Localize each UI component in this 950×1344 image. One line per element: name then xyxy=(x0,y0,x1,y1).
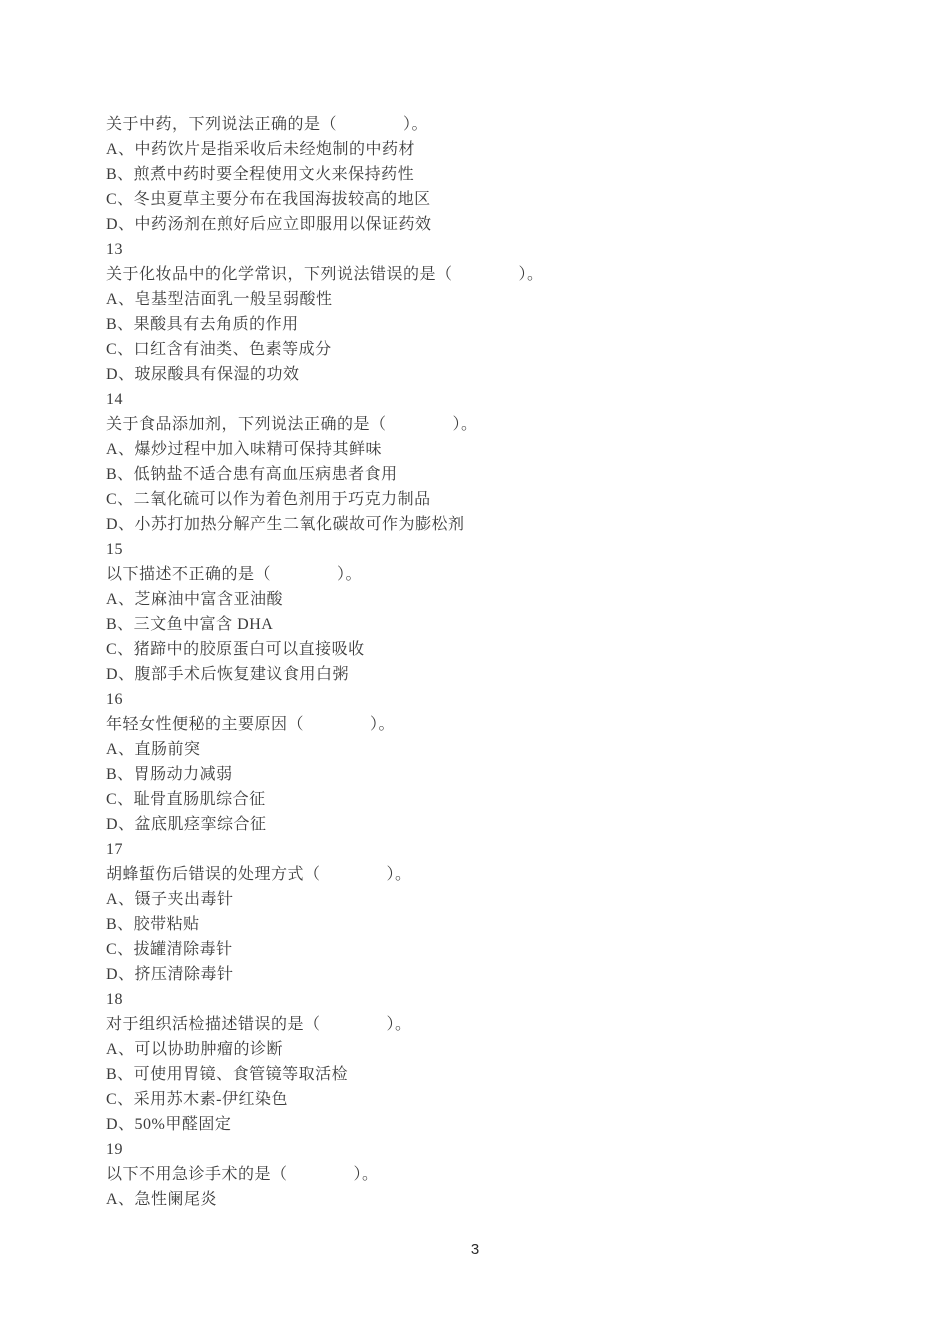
question-number: 16 xyxy=(106,691,123,708)
question-stem: 对于组织活检描述错误的是（ ）。 xyxy=(106,1016,412,1033)
question-option: B、可使用胃镜、食管镜等取活检 xyxy=(106,1066,349,1083)
question-option: C、拔罐清除毒针 xyxy=(106,941,233,958)
question-number: 14 xyxy=(106,391,123,408)
question-option: A、中药饮片是指采收后未经炮制的中药材 xyxy=(106,141,416,158)
page-number: 3 xyxy=(470,1241,480,1258)
question-option: D、盆底肌痉挛综合征 xyxy=(106,816,267,833)
question-option: A、皂基型洁面乳一般呈弱酸性 xyxy=(106,291,333,308)
question-block xyxy=(106,987,910,1137)
question-stem: 关于化妆品中的化学常识，下列说法错误的是（ ）。 xyxy=(106,266,544,283)
question-stem: 年轻女性便秘的主要原因（ ）。 xyxy=(106,716,396,733)
question-option: B、三文鱼中富含 DHA xyxy=(106,616,274,633)
question-stem: 关于食品添加剂，下列说法正确的是（ ）。 xyxy=(106,416,478,433)
question-option: D、腹部手术后恢复建议食用白粥 xyxy=(106,666,350,683)
question-option: C、猪蹄中的胶原蛋白可以直接吸收 xyxy=(106,641,365,658)
question-option: D、中药汤剂在煎好后应立即服用以保证药效 xyxy=(106,216,432,233)
question-number: 17 xyxy=(106,841,123,858)
question-stem: 以下不用急诊手术的是（ ）。 xyxy=(106,1166,379,1183)
question-block xyxy=(106,112,910,237)
question-stem: 胡蜂蜇伤后错误的处理方式（ ）。 xyxy=(106,866,412,883)
question-option: D、50%甲醛固定 xyxy=(106,1116,232,1133)
question-option: B、低钠盐不适合患有高血压病患者食用 xyxy=(106,466,398,483)
question-option: B、胶带粘贴 xyxy=(106,916,200,933)
question-stem: 关于中药，下列说法正确的是（ ）。 xyxy=(106,116,429,133)
question-number: 13 xyxy=(106,241,123,258)
question-block xyxy=(106,837,910,987)
question-option: C、冬虫夏草主要分布在我国海拔较高的地区 xyxy=(106,191,431,208)
question-option: A、镊子夹出毒针 xyxy=(106,891,234,908)
question-option: D、小苏打加热分解产生二氧化碳故可作为膨松剂 xyxy=(106,516,465,533)
question-block xyxy=(106,1137,910,1212)
question-option: A、可以协助肿瘤的诊断 xyxy=(106,1041,284,1058)
exam-question-list xyxy=(106,112,910,1212)
question-block xyxy=(106,237,910,387)
question-number: 19 xyxy=(106,1141,123,1158)
question-option: A、急性阑尾炎 xyxy=(106,1191,218,1208)
question-number: 18 xyxy=(106,991,123,1008)
question-option: D、挤压清除毒针 xyxy=(106,966,234,983)
question-option: C、口红含有油类、色素等成分 xyxy=(106,341,332,358)
question-option: A、芝麻油中富含亚油酸 xyxy=(106,591,284,608)
question-option: B、煎煮中药时要全程使用文火来保持药性 xyxy=(106,166,415,183)
question-block xyxy=(106,687,910,837)
question-option: A、爆炒过程中加入味精可保持其鲜味 xyxy=(106,441,383,458)
question-stem: 以下描述不正确的是（ ）。 xyxy=(106,566,363,583)
question-block xyxy=(106,387,910,537)
question-number: 15 xyxy=(106,541,123,558)
question-option: C、二氧化硫可以作为着色剂用于巧克力制品 xyxy=(106,491,431,508)
question-option: C、耻骨直肠肌综合征 xyxy=(106,791,266,808)
question-block xyxy=(106,537,910,687)
question-option: B、果酸具有去角质的作用 xyxy=(106,316,299,333)
question-option: A、直肠前突 xyxy=(106,741,201,758)
question-option: B、胃肠动力减弱 xyxy=(106,766,233,783)
question-option: D、玻尿酸具有保湿的功效 xyxy=(106,366,300,383)
question-option: C、采用苏木素-伊红染色 xyxy=(106,1091,289,1108)
